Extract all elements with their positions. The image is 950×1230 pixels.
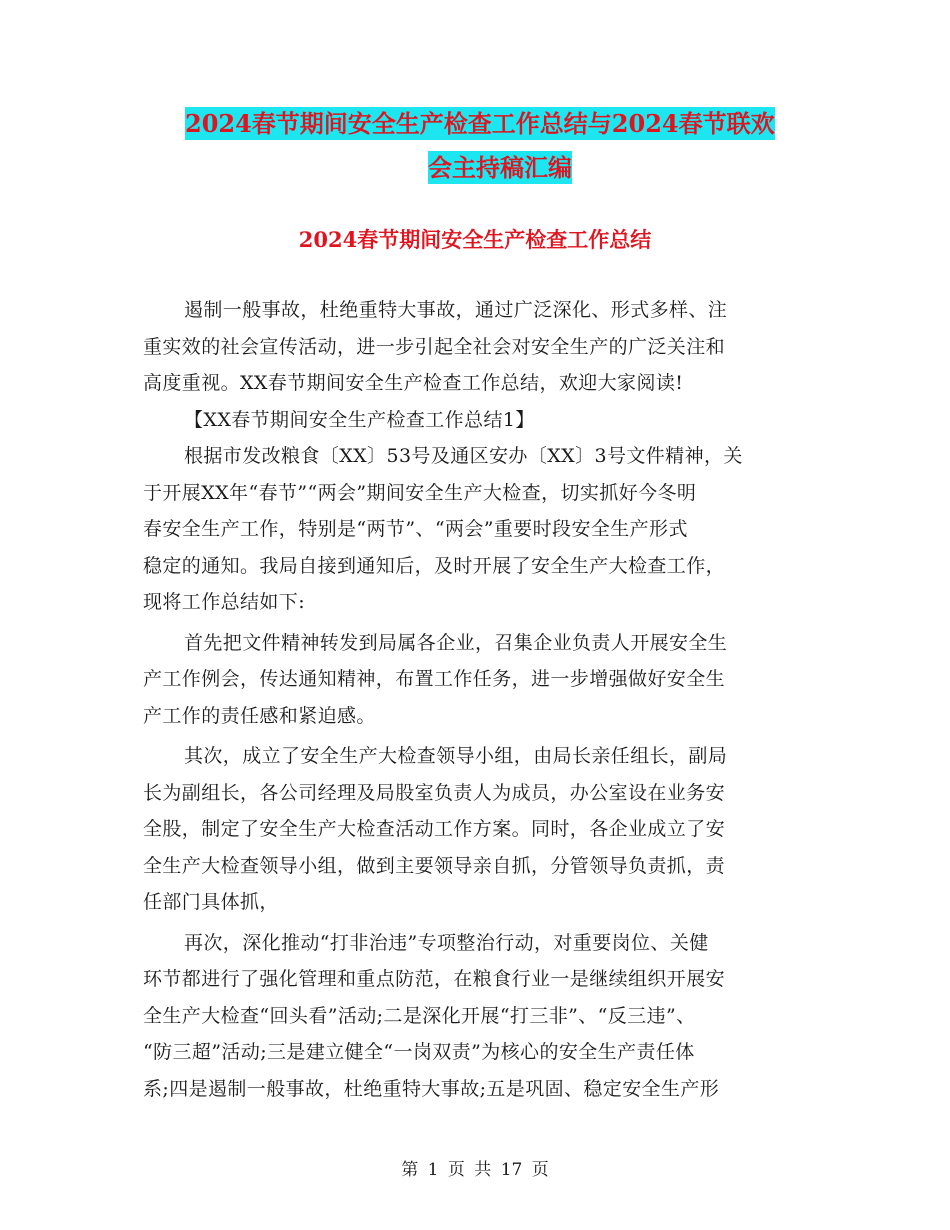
section-heading: 2024春节期间安全生产检查工作总结 [298,227,652,252]
document-body [143,292,808,1107]
body-line: 全股，制定了安全生产大检查活动工作方案。同时，各企业成立了安 [143,818,726,840]
body-line: 稳定的通知。我局自接到通知后，及时开展了安全生产大检查工作， [143,554,726,577]
body-line: 产工作例会，传达通知精神，布置工作任务，进一步增强做好安全生 [143,668,726,690]
body-line: 系;四是遏制一般事故，杜绝重特大事故;五是巩固、稳定安全生产形 [143,1077,720,1100]
document-title [185,108,815,184]
body-line: 于开展XX年“春节”“两会”期间安全生产大检查，切实抓好今冬明 [143,481,697,504]
body-line: 长为副组长，各公司经理及局股室负责人为成员，办公室设在业务安 [143,781,726,804]
body-line: 环节都进行了强化管理和重点防范，在粮食行业一是继续组织开展安 [143,968,726,990]
body-line: 【XX春节期间安全生产检查工作总结1】 [184,408,535,431]
body-line: 再次，深化推动“打非治违”专项整治行动，对重要岗位、关健 [184,931,709,954]
body-line: 全生产大检查领导小组，做到主要领导亲自抓，分管领导负责抓，责 [143,854,726,877]
title-line-2 [185,152,815,184]
body-line: 任部门具体抓， [143,891,279,913]
body-line: 现将工作总结如下: [143,591,306,613]
page-number-footer: 第 1 页 共 17 页 [401,1160,549,1180]
body-line: 其次，成立了安全生产大检查领导小组，由局长亲任组长，副局 [184,745,728,767]
title-line-2-text: 会主持稿汇编 [428,153,572,182]
body-line: 春安全生产工作，特别是“两节”、“两会”重要时段安全生产形式 [143,518,688,540]
body-line: 根据市发改粮食〔XX〕53号及通区安办〔XX〕3号文件精神，关 [184,445,743,467]
body-line: 全生产大检查“回头看”活动;二是深化开展“打三非”、“反三违”、 [143,1004,696,1027]
body-line: “防三超”活动;三是建立健全“一岗双责”为核心的安全生产责任体 [143,1041,695,1063]
title-line-1 [185,108,815,140]
body-line: 产工作的责任感和紧迫感。 [143,704,376,727]
body-line: 首先把文件精神转发到局属各企业，召集企业负责人开展安全生 [184,631,728,654]
title-line-1-text: 2024春节期间安全生产检查工作总结与2024春节联欢 [185,109,775,138]
body-line: 遏制一般事故，杜绝重特大事故，通过广泛深化、形式多样、注 [184,299,728,321]
body-line: 重实效的社会宣传活动，进一步引起全社会对安全生产的广泛关注和 [143,335,726,358]
body-line: 高度重视。XX春节期间安全生产检查工作总结，欢迎大家阅读! [143,372,684,394]
